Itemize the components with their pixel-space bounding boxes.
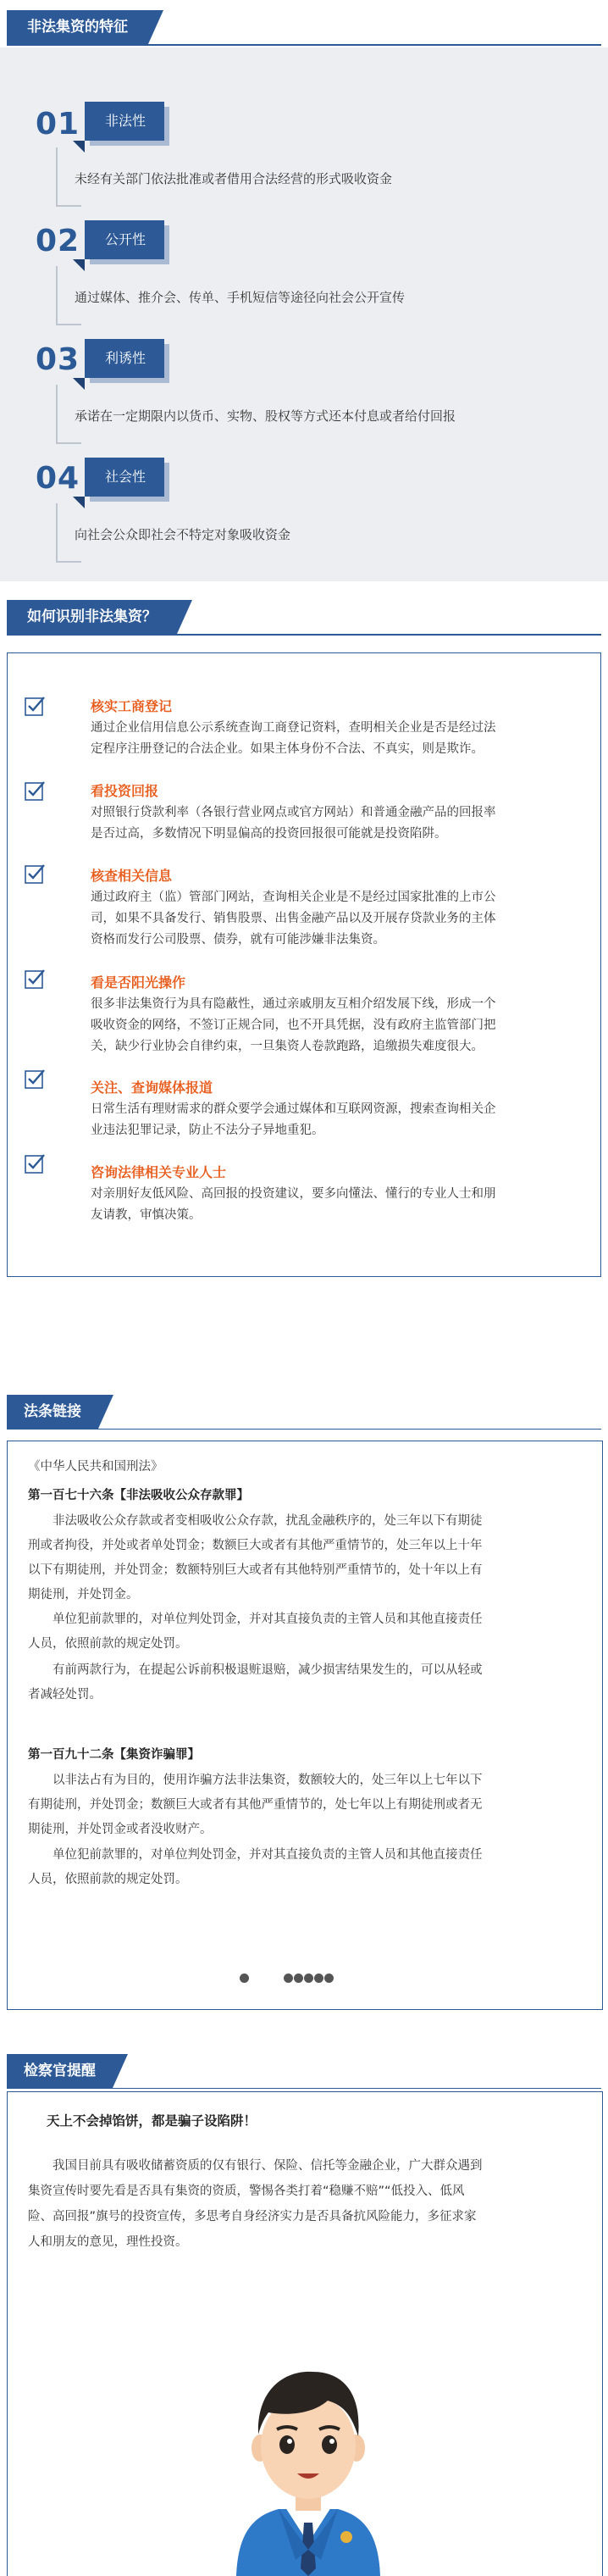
- reminder-body: 我国目前具有吸收储蓄资质的仅有银行、保险、信托等金融企业，广大群众遇到 集资宣传时要先看是否具有集资的资质，警惕各类打着“稳赚不赔”“低投入、低风 险、高回报”旗号的投资宣传，多思考自身经济实力是否具备抗风险能力，多征求家 人和朋友的意见，理性投资。: [28, 2159, 483, 2249]
- carousel-dot[interactable]: [304, 1974, 313, 1983]
- connector-line: [56, 147, 58, 207]
- feature-tag: 社会性: [85, 458, 164, 497]
- check-icon: [25, 696, 45, 716]
- identify-item-title: 咨询法律相关专业人士: [91, 1164, 227, 1180]
- article-paragraph: 有前两款行为，在提起公诉前积极退赃退赔，减少损害结果发生的，可以从轻或 者减轻处罚。: [28, 1663, 483, 1702]
- item-number: 03: [36, 342, 80, 377]
- check-icon: [25, 863, 45, 884]
- carousel-dot[interactable]: [240, 1974, 249, 1983]
- identify-item-title: 看投资回报: [91, 783, 159, 799]
- section-title-identify: 如何识别非法集资？: [7, 600, 177, 634]
- check-icon: [25, 969, 45, 989]
- article-title: 第一百九十二条【集资诈骗罪】: [28, 1748, 200, 1762]
- feature-tag: 公开性: [85, 220, 164, 259]
- identify-item-title: 核查相关信息: [91, 868, 173, 884]
- law-panel: [7, 1441, 603, 2010]
- identify-item-body: 很多非法集资行为具有隐蔽性，通过亲戚朋友互相介绍发展下线，形成一个 吸收资金的网络，不签订正规合同，也不开具凭据，没有政府主监管部门把 关，缺少行业协会自律约束，一旦集资人卷款跑路，追缴损失难度很大。: [91, 997, 496, 1053]
- connector-line: [56, 205, 81, 207]
- identify-item-title: 看是否阳光操作: [91, 974, 186, 991]
- identify-panel: [7, 652, 601, 1277]
- connector-line: [56, 442, 81, 444]
- features-panel: [0, 47, 608, 581]
- feature-description: 未经有关部门依法批准或者借用合法经营的形式吸收资金: [75, 171, 393, 186]
- section-title-features: 非法集资的特征: [7, 10, 148, 44]
- check-icon: [25, 1069, 45, 1089]
- reminder-headline: 天上不会掉馅饼，都是骗子设陷阱！: [47, 2113, 257, 2129]
- feature-tag: 利诱性: [85, 339, 164, 378]
- identify-item-body: 对亲朋好友低风险、高回报的投资建议，要多向懂法、懂行的专业人士和朋 友请教，审慎决策。: [91, 1187, 496, 1222]
- reminder-panel: [7, 2091, 603, 2576]
- carousel-dot[interactable]: [294, 1974, 303, 1983]
- carousel-dot[interactable]: [324, 1974, 334, 1983]
- feature-description: 向社会公众即社会不特定对象吸收资金: [75, 527, 291, 542]
- article-paragraph: 单位犯前款罪的，对单位判处罚金，并对其直接负责的主管人员和其他直接责任 人员，依照前款的规定处罚。: [28, 1848, 483, 1886]
- article-paragraph: 非法吸收公众存款或者变相吸收公众存款，扰乱金融秩序的，处三年以下有期徒 刑或者拘役，并处或者单处罚金；数额巨大或者有其他严重情节的，处三年以上十年 以下有期徒刑，并处罚金；数额特别巨大或者有其他特别严重情节的，处十年以上有 期徒刑，并处罚金。: [28, 1514, 483, 1602]
- article-paragraph: 单位犯前款罪的，对单位判处罚金，并对其直接负责的主管人员和其他直接责任 人员，依照前款的规定处罚。: [28, 1613, 483, 1651]
- check-icon: [25, 780, 45, 801]
- carousel-dot[interactable]: [284, 1974, 293, 1983]
- article-title: 第一百七十六条【非法吸收公众存款罪】: [28, 1489, 249, 1502]
- item-number: 02: [36, 224, 80, 258]
- feature-description: 承诺在一定期限内以货币、实物、股权等方式还本付息或者给付回报: [75, 408, 456, 424]
- check-icon: [25, 1153, 45, 1174]
- prosecutor-illustration: [219, 2346, 397, 2576]
- law-name: 《中华人民共和国刑法》: [28, 1460, 163, 1474]
- divider: [7, 1429, 601, 1430]
- connector-line: [56, 266, 58, 325]
- connector-line: [56, 324, 81, 325]
- identify-item-body: 通过企业信用信息公示系统查询工商登记资料，查明相关企业是否是经过法 定程序注册登记的合法企业。如果主体身份不合法、不真实，则是欺诈。: [91, 721, 496, 756]
- feature-description: 通过媒体、推介会、传单、手机短信等途径向社会公开宣传: [75, 290, 406, 305]
- identify-item-body: 日常生活有理财需求的群众要学会通过媒体和互联网资源，搜索查询相关企 业违法犯罪记录，防止不法分子异地重犯。: [91, 1102, 496, 1137]
- connector-line: [56, 385, 58, 444]
- item-number: 01: [36, 107, 80, 142]
- connector-line: [56, 503, 58, 563]
- identify-item-title: 核实工商登记: [91, 698, 173, 714]
- section-title-law: 法条链接: [7, 1395, 98, 1429]
- identify-item-body: 对照银行贷款利率（各银行营业网点或官方网站）和普通金融产品的回报率 是否过高，多数情况下明显偏高的投资回报很可能就是投资陷阱。: [91, 806, 496, 841]
- section-title-reminder: 检察官提醒: [7, 2054, 113, 2088]
- divider: [7, 44, 601, 46]
- connector-line: [56, 561, 81, 563]
- divider: [7, 634, 601, 636]
- carousel-dot[interactable]: [314, 1974, 323, 1983]
- item-number: 04: [36, 461, 80, 496]
- identify-item-body: 通过政府主（监）管部门网站，查询相关企业是不是经过国家批准的上市公 司，如果不具备发行、销售股票、出售金融产品以及开展存贷款业务的主体 资格而发行公司股票、债券，就有可能涉嫌非法集资。: [91, 891, 496, 947]
- feature-tag: 非法性: [85, 102, 164, 141]
- identify-item-title: 关注、查询媒体报道: [91, 1080, 213, 1096]
- article-paragraph: 以非法占有为目的，使用诈骗方法非法集资，数额较大的，处三年以上七年以下 有期徒刑，并处罚金；数额巨大或者有其他严重情节的，处七年以上有期徒刑或者无 期徒刑，并处罚金或者没收财产。: [28, 1774, 483, 1836]
- divider: [7, 2088, 601, 2089]
